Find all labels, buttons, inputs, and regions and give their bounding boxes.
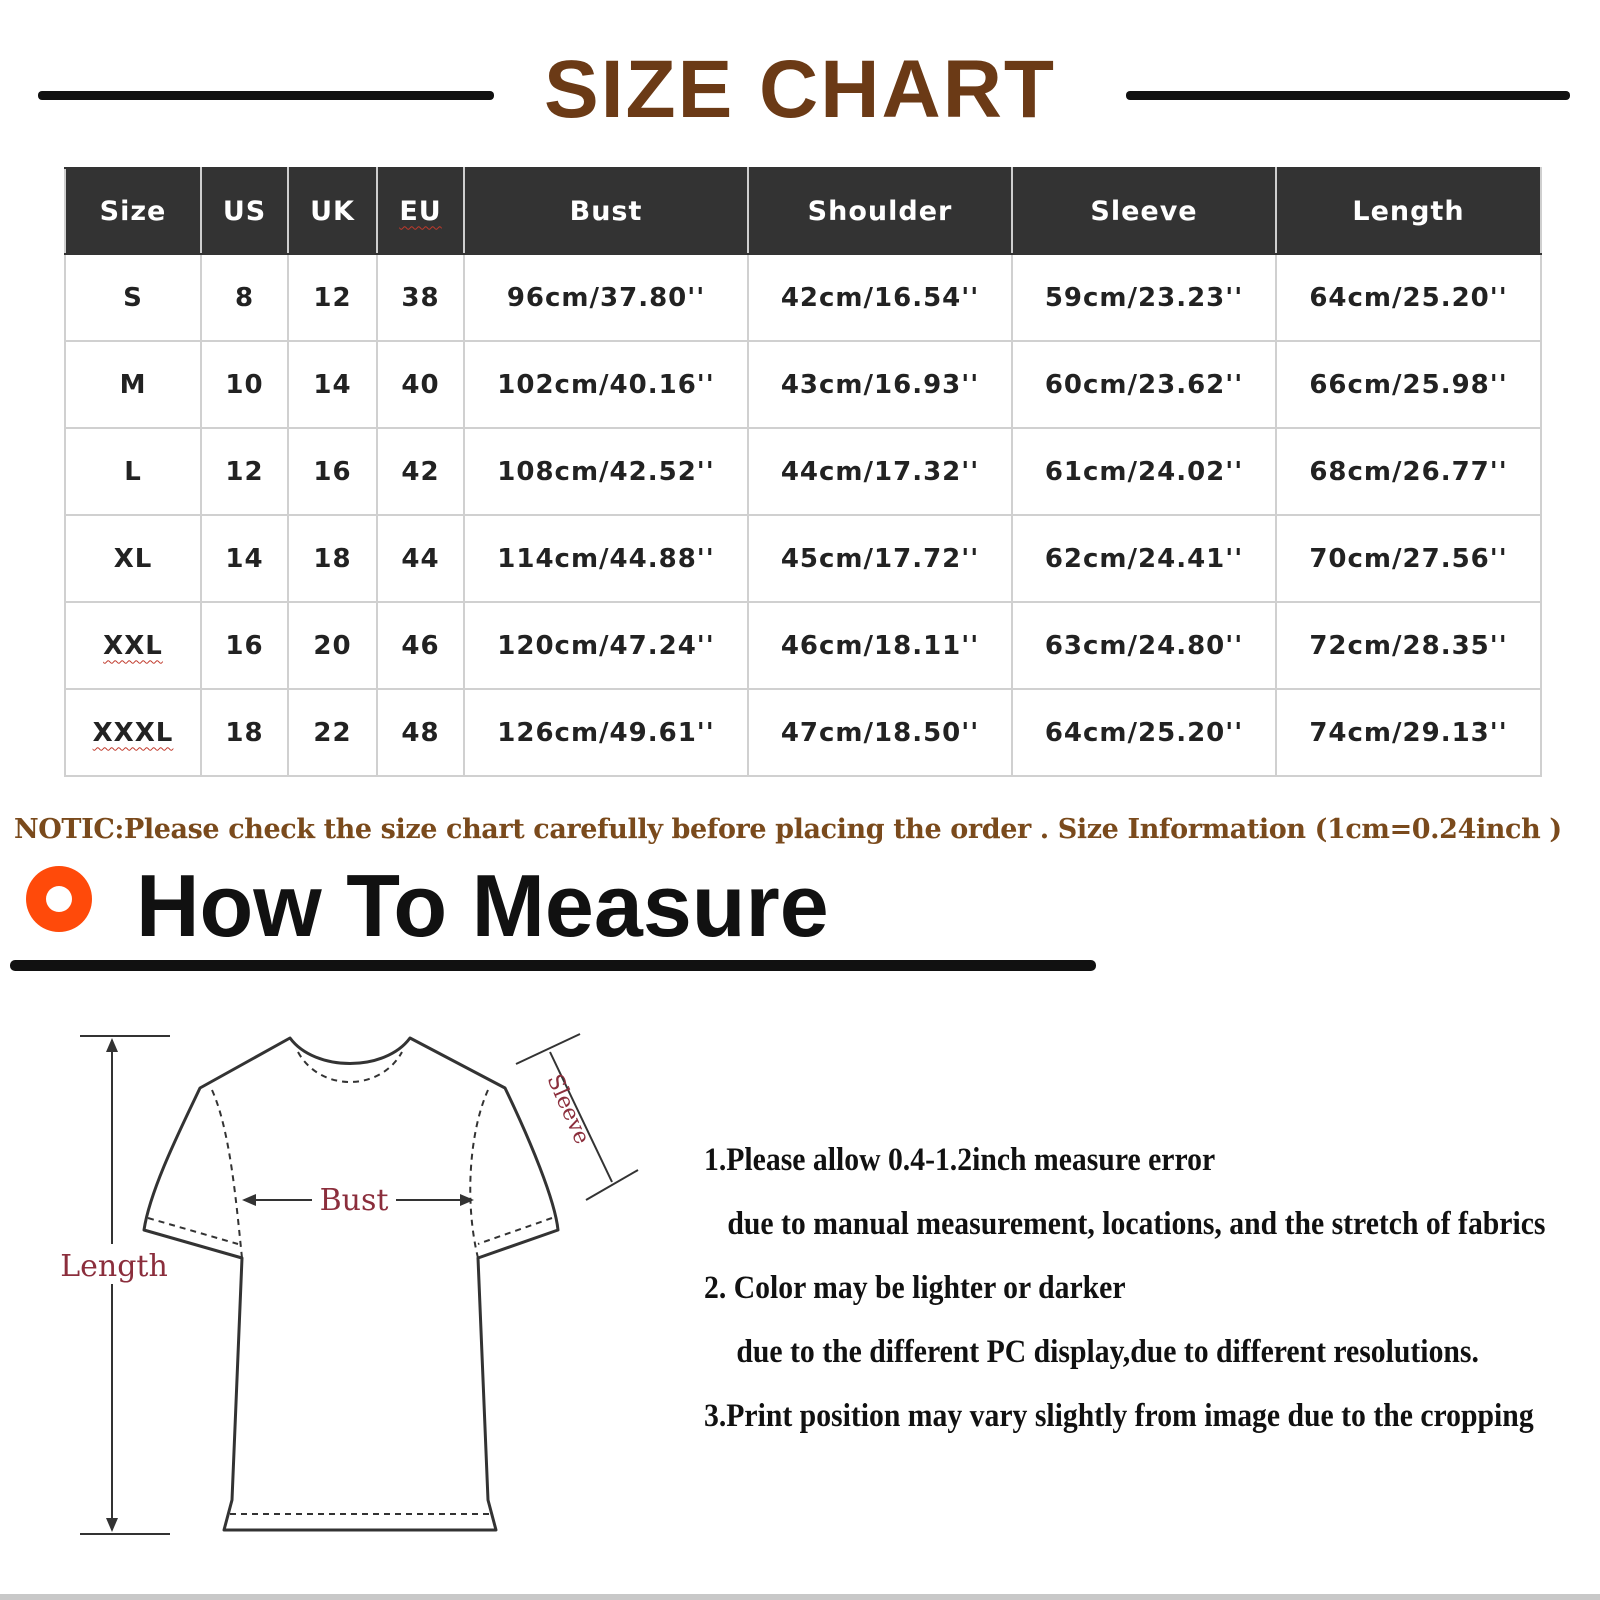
header-eu-label: EU xyxy=(399,195,442,227)
cell-size: L xyxy=(65,428,201,515)
cell-size xyxy=(65,689,201,776)
table-row xyxy=(65,428,1541,515)
cell-shoulder: 46cm/18.11'' xyxy=(748,602,1012,689)
cell-bust: 126cm/49.61'' xyxy=(464,689,748,776)
cell-us: 18 xyxy=(201,689,288,776)
header-shoulder: Shoulder xyxy=(748,168,1012,254)
cell-shoulder: 45cm/17.72'' xyxy=(748,515,1012,602)
cell-shoulder: 42cm/16.54'' xyxy=(748,254,1012,341)
cell-us: 8 xyxy=(201,254,288,341)
header-sleeve: Sleeve xyxy=(1012,168,1276,254)
cell-length: 70cm/27.56'' xyxy=(1276,515,1541,602)
cell-uk: 18 xyxy=(288,515,377,602)
table-row xyxy=(65,254,1541,341)
table-row xyxy=(65,602,1541,689)
cell-uk: 14 xyxy=(288,341,377,428)
length-arrowhead-bottom xyxy=(106,1518,118,1532)
sleeve-label: Sleeve xyxy=(541,1070,595,1149)
size-table xyxy=(64,167,1542,777)
notice-text: NOTIC:Please check the size chart carefully before placing the order . Size Information (1cm=0.24inch ) xyxy=(14,814,1562,845)
cell-us: 14 xyxy=(201,515,288,602)
cell-sleeve: 63cm/24.80'' xyxy=(1012,602,1276,689)
note-1-detail: due to manual measurement, locations, and the stretch of fabrics xyxy=(727,1206,1546,1242)
shirt-diagram xyxy=(40,1030,700,1550)
cell-bust: 108cm/42.52'' xyxy=(464,428,748,515)
header-bust: Bust xyxy=(464,168,748,254)
table-row xyxy=(65,341,1541,428)
table-row xyxy=(65,515,1541,602)
cell-uk: 22 xyxy=(288,689,377,776)
cell-eu: 38 xyxy=(377,254,464,341)
cell-sleeve: 59cm/23.23'' xyxy=(1012,254,1276,341)
cell-size xyxy=(65,602,201,689)
cell-size-label: XXXL xyxy=(92,717,174,748)
length-label: Length xyxy=(60,1249,168,1284)
cell-us: 16 xyxy=(201,602,288,689)
circle-bullet-icon xyxy=(26,866,92,932)
sleeve-tick-top xyxy=(516,1034,580,1064)
cell-length: 66cm/25.98'' xyxy=(1276,341,1541,428)
cell-shoulder: 44cm/17.32'' xyxy=(748,428,1012,515)
note-1: 1.Please allow 0.4-1.2inch measure error xyxy=(704,1142,1216,1178)
cell-eu: 44 xyxy=(377,515,464,602)
title-rule-left xyxy=(38,91,494,100)
title-rule-right xyxy=(1126,91,1570,100)
cell-bust: 96cm/37.80'' xyxy=(464,254,748,341)
sleeve-tick-bottom xyxy=(586,1170,638,1200)
cell-shoulder: 43cm/16.93'' xyxy=(748,341,1012,428)
table-header-row xyxy=(65,168,1541,254)
section-rule xyxy=(10,960,1096,971)
cell-bust: 102cm/40.16'' xyxy=(464,341,748,428)
cell-length: 72cm/28.35'' xyxy=(1276,602,1541,689)
table-row xyxy=(65,689,1541,776)
cell-bust: 120cm/47.24'' xyxy=(464,602,748,689)
shirt-outline xyxy=(144,1038,558,1530)
page-title: SIZE CHART xyxy=(544,44,1056,135)
cell-uk: 20 xyxy=(288,602,377,689)
cell-us: 10 xyxy=(201,341,288,428)
bottom-border xyxy=(0,1594,1600,1600)
cell-eu: 46 xyxy=(377,602,464,689)
cell-size-label: XXL xyxy=(103,630,163,661)
cell-length: 64cm/25.20'' xyxy=(1276,254,1541,341)
header-us: US xyxy=(201,168,288,254)
cell-sleeve: 61cm/24.02'' xyxy=(1012,428,1276,515)
cell-size: S xyxy=(65,254,201,341)
bust-label: Bust xyxy=(319,1183,389,1218)
cell-sleeve: 64cm/25.20'' xyxy=(1012,689,1276,776)
cell-length: 68cm/26.77'' xyxy=(1276,428,1541,515)
note-2-detail: due to the different PC display,due to different resolutions. xyxy=(736,1334,1479,1370)
cell-size: XL xyxy=(65,515,201,602)
cell-eu: 42 xyxy=(377,428,464,515)
cell-eu: 40 xyxy=(377,341,464,428)
cell-uk: 16 xyxy=(288,428,377,515)
header-uk: UK xyxy=(288,168,377,254)
cell-bust: 114cm/44.88'' xyxy=(464,515,748,602)
cell-eu: 48 xyxy=(377,689,464,776)
section-title: How To Measure xyxy=(136,856,829,955)
cell-uk: 12 xyxy=(288,254,377,341)
header-size: Size xyxy=(65,168,201,254)
cell-size: M xyxy=(65,341,201,428)
cell-us: 12 xyxy=(201,428,288,515)
cell-sleeve: 60cm/23.62'' xyxy=(1012,341,1276,428)
measure-notes xyxy=(704,1140,1584,1460)
cell-sleeve: 62cm/24.41'' xyxy=(1012,515,1276,602)
cell-length: 74cm/29.13'' xyxy=(1276,689,1541,776)
length-arrowhead-top xyxy=(106,1038,118,1052)
note-3: 3.Print position may vary slightly from image due to the cropping xyxy=(704,1398,1534,1434)
header-length: Length xyxy=(1276,168,1541,254)
cell-shoulder: 47cm/18.50'' xyxy=(748,689,1012,776)
header-eu xyxy=(377,168,464,254)
note-2: 2. Color may be lighter or darker xyxy=(704,1270,1126,1306)
